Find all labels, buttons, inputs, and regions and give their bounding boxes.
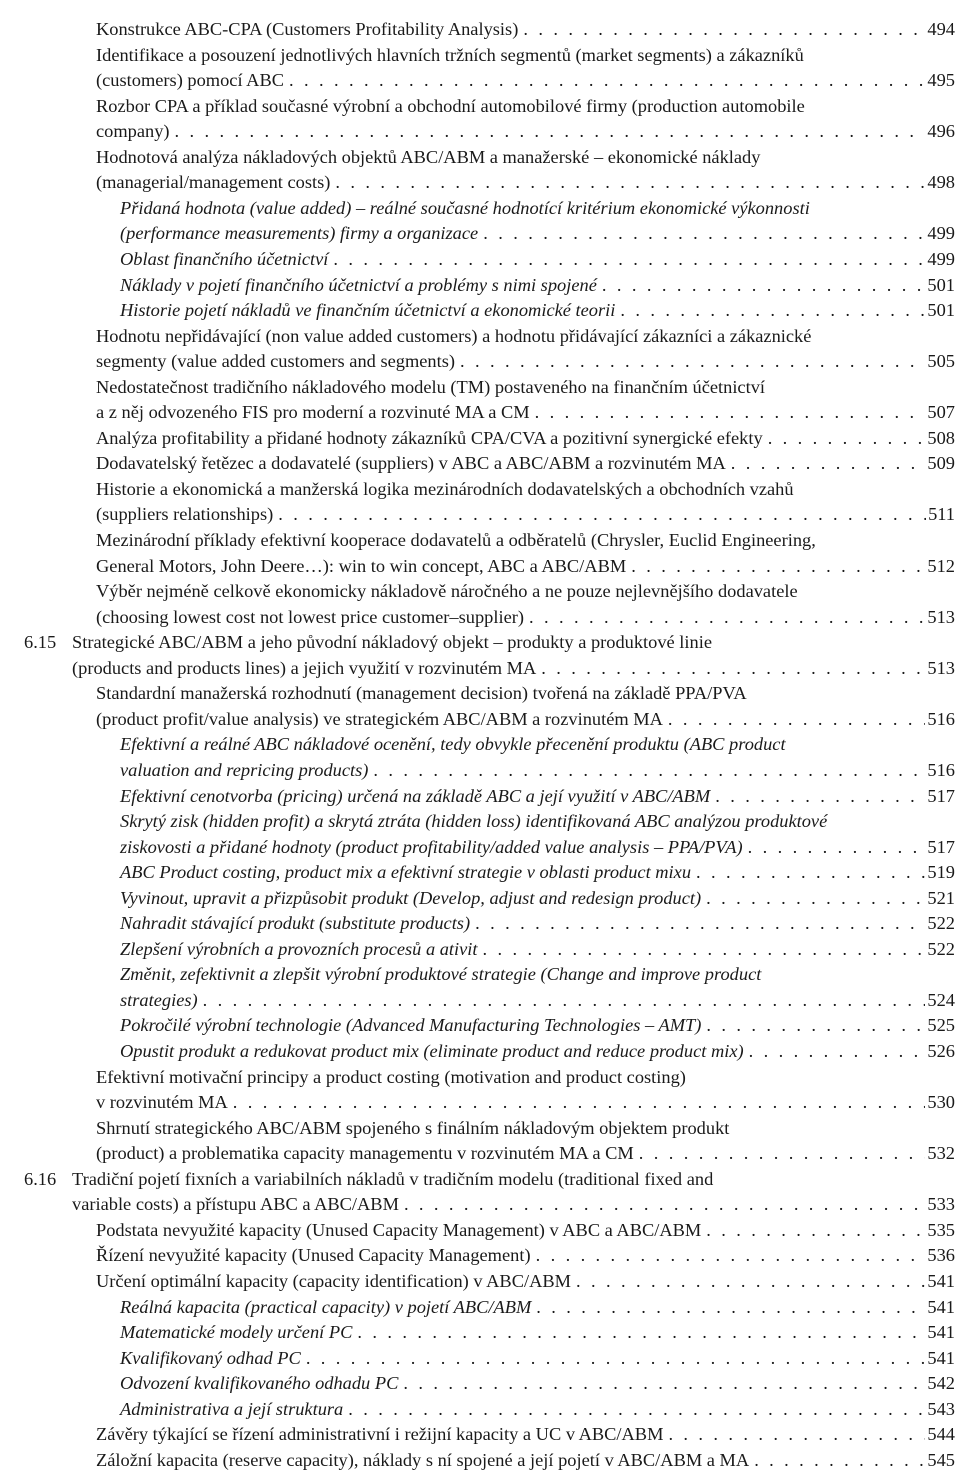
dot-leader [529,605,925,630]
page-number: 525 [927,1015,955,1036]
entry-title: (product) a problematika capacity managementu v rozvinutém MA a CM [96,1143,634,1164]
entry-title: (customers) pomocí ABC [96,70,284,91]
dot-leader [335,170,925,195]
dot-leader [631,554,925,579]
entry-title: Podstata nevyužité kapacity (Unused Capacity Management) v ABC a ABC/ABM [96,1219,702,1240]
page-number: 536 [927,1245,955,1266]
entry-title: General Motors, John Deere…): win to win concept, ABC a ABC/ABM [96,555,627,576]
dot-leader [620,298,925,323]
page-number: 519 [927,862,955,883]
entry-title: (performance measurements) firmy a organizace [120,223,479,244]
page-number: 494 [927,19,955,39]
section-number: 6.15 [24,632,57,653]
page-number: 499 [927,248,955,269]
entry-title: ziskovosti a přidané hodnoty (product profitability/added value analysis – PPA/PVA) [120,836,743,857]
dot-leader [668,707,925,732]
page-number: 516 [927,759,955,780]
entry-title: Skrytý zisk (hidden profit) a skrytá ztráta (hidden loss) identifikovaná ABC analýzou produktové [120,811,828,832]
page-number: 511 [928,504,955,525]
page-number: 522 [927,938,955,959]
dot-leader [278,502,926,527]
dot-leader [403,1371,925,1396]
dot-leader [289,68,925,93]
entry-title: Rozbor CPA a příklad současné výrobní a obchodní automobilové firmy (production automobile [96,95,805,116]
entry-title: Vyvinout, upravit a přizpůsobit produkt (Develop, adjust and redesign product) [120,887,702,908]
page-number: 517 [927,836,955,857]
page-number: 541 [927,1296,955,1317]
page-number: 505 [927,351,955,372]
dot-leader [536,1243,926,1268]
page-number: 535 [927,1219,955,1240]
dot-leader [731,451,926,476]
entry-title: Změnit, zefektivnit a zlepšit výrobní produktové strategie (Change and improve product [120,964,762,985]
entry-title: Analýza profitability a přidané hodnoty zákazníků CPA/CVA a pozitivní synergické efekty [96,427,763,448]
entry-title: (suppliers relationships) [96,504,274,525]
dot-leader [536,1295,925,1320]
entry-title: (managerial/management costs) [96,172,331,193]
dot-leader [373,758,925,783]
dot-leader [483,937,926,962]
dot-leader [541,656,925,681]
entry-title: Historie a ekonomická a manžerská logika mezinárodních dodavatelských a obchodních vzahů [96,478,794,499]
entry-title: Závěry týkající se řízení administrativní i režijní kapacity a UC v ABC/ABM [96,1424,664,1445]
entry-title: Záložní kapacita (reserve capacity), náklady s ní spojené a její pojetí v ABC/ABM a MA [96,1449,750,1470]
page-number: 530 [927,1092,955,1113]
entry-title: Hodnotu nepřidávající (non value added customers) a hodnotu přidávající zákazníci a zákaznické [96,325,812,346]
dot-leader [754,1448,925,1473]
page-number: 499 [927,223,955,244]
entry-title: variable costs) a přístupu ABC a ABC/ABM [72,1194,399,1215]
dot-leader [639,1141,926,1166]
entry-title: segmenty (value added customers and segments) [96,351,456,372]
page-number: 541 [927,1347,955,1368]
page-number: 545 [927,1449,955,1470]
dot-leader [668,1422,925,1447]
page-number: 544 [927,1424,955,1445]
dot-leader [483,221,925,246]
entry-title: (choosing lowest cost not lowest price customer–supplier) [96,606,525,627]
page-number: 513 [927,657,955,678]
page-number: 495 [927,70,955,91]
entry-title: Efektivní cenotvorba (pricing) určená na základě ABC a její využití v ABC/ABM [120,785,711,806]
dot-leader [357,1320,925,1345]
dot-leader [203,988,926,1013]
page-number: 509 [927,453,955,474]
entry-title: Tradiční pojetí fixních a variabilních nákladů v tradičním modelu (traditional fixed and [72,1168,714,1189]
page-number: 526 [927,1041,955,1061]
entry-title: Strategické ABC/ABM a jeho původní nákladový objekt – produkty a produktové linie [72,632,712,653]
page-number: 541 [927,1322,955,1343]
dot-leader [475,911,925,936]
page-number: 507 [927,402,955,423]
page-number: 521 [927,887,955,908]
entry-title: ABC Product costing, product mix a efektivní strategie v oblasti product mixu [120,862,692,883]
entry-title: Mezinárodní příklady efektivní kooperace dodavatelů a odběratelů (Chrysler, Euclid Engineering, [96,530,816,550]
entry-title: Efektivní a reálné ABC nákladové ocenění, tedy obvykle přecenění produktu (ABC product [120,734,786,755]
page-number: 524 [927,989,955,1010]
dot-leader [706,1218,925,1243]
entry-title: Efektivní motivační principy a product costing (motivation and product costing) [96,1066,686,1087]
page-number: 542 [927,1373,955,1394]
dot-leader [748,835,926,860]
dot-leader [306,1346,926,1371]
page-number: 501 [927,274,955,295]
entry-title: Oblast finančního účetnictví [120,248,329,269]
entry-title: Nahradit stávající produkt (substitute products) [120,913,471,934]
dot-leader [535,400,926,425]
page-number: 501 [927,300,955,321]
entry-title: Matematické modely určení PC [120,1322,353,1343]
entry-title: Standardní manažerská rozhodnutí (management decision) tvořená na základě PPA/PVA [96,683,747,704]
entry-title: a z něj odvozeného FIS pro moderní a rozvinuté MA a CM [96,402,530,423]
entry-title: company) [96,121,170,142]
dot-leader [233,1090,926,1115]
dot-leader [749,1039,926,1064]
page-number: 517 [927,785,955,806]
entry-title: Hodnotová analýza nákladových objektů ABC/ABM a manažerské – ekonomické náklady [96,146,761,167]
section-number: 6.16 [24,1168,57,1189]
entry-title: v rozvinutém MA [96,1092,228,1113]
page-number: 532 [927,1143,955,1164]
dot-leader [696,860,925,885]
dot-leader [348,1397,925,1422]
page-number: 512 [927,555,955,576]
entry-title: Odvození kvalifikovaného odhadu PC [120,1373,399,1394]
page-number: 541 [927,1270,955,1291]
page-number: 516 [927,708,955,729]
entry-title: valuation and repricing products) [120,759,369,780]
entry-title: Konstrukce ABC-CPA (Customers Profitability Analysis) [96,19,519,39]
entry-title: Náklady v pojetí finančního účetnictví a problémy s nimi spojené [120,274,597,295]
entry-title: Nedostatečnost tradičního nákladového modelu (TM) postaveného na finančním účetnictví [96,376,766,397]
entry-title: Administrativa a její struktura [120,1398,344,1419]
entry-title: Dodavatelský řetězec a dodavatelé (suppliers) v ABC a ABC/ABM a rozvinutém MA [96,453,726,474]
entry-title: Identifikace a posouzení jednotlivých hlavních tržních segmentů (market segments) a zákazníků [96,44,804,65]
dot-leader [706,1013,925,1038]
dot-leader [175,119,926,144]
page-number: 508 [927,427,955,448]
entry-title: Kvalifikovaný odhad PC [120,1347,301,1368]
entry-title: Shrnutí strategického ABC/ABM spojeného s finálním nákladovým objektem produkt [96,1117,730,1138]
page-number: 533 [927,1194,955,1215]
entry-title: Pokročilé výrobní technologie (Advanced Manufacturing Technologies – AMT) [120,1015,702,1036]
page-number: 498 [927,172,955,193]
dot-leader [523,17,925,42]
entry-title: strategies) [120,989,198,1010]
page-number: 522 [927,913,955,934]
entry-title: Řízení nevyužité kapacity (Unused Capacity Management) [96,1245,531,1266]
page-number: 513 [927,606,955,627]
entry-title: (products and products lines) a jejich využití v rozvinutém MA [72,657,537,678]
entry-title: Přidaná hodnota (value added) – reálné současné hodnotící kritérium ekonomické výkonnosti [120,197,810,218]
entry-title: Zlepšení výrobních a provozních procesů a ativit [120,938,478,959]
dot-leader [333,247,925,272]
entry-title: Historie pojetí nákladů ve finančním účetnictví a ekonomické teorii [120,300,616,321]
dot-leader [706,886,925,911]
dot-leader [602,273,926,298]
dot-leader [460,349,925,374]
entry-title: Reálná kapacita (practical capacity) v pojetí ABC/ABM [120,1296,532,1317]
dot-leader [404,1192,925,1217]
entry-title: Určení optimální kapacity (capacity identification) v ABC/ABM [96,1270,571,1291]
page-number: 496 [927,121,955,142]
dot-leader [715,784,925,809]
dot-leader [576,1269,925,1294]
entry-title: Opustit produkt a redukovat product mix (eliminate product and reduce product mix) [120,1041,744,1061]
entry-title: (product profit/value analysis) ve strategickém ABC/ABM a rozvinutém MA [96,708,663,729]
entry-title: Výběr nejméně celkově ekonomicky nákladově náročného a ne pouze nejlevnějšího dodavatele [96,581,798,602]
dot-leader [768,426,926,451]
page-number: 543 [927,1398,955,1419]
